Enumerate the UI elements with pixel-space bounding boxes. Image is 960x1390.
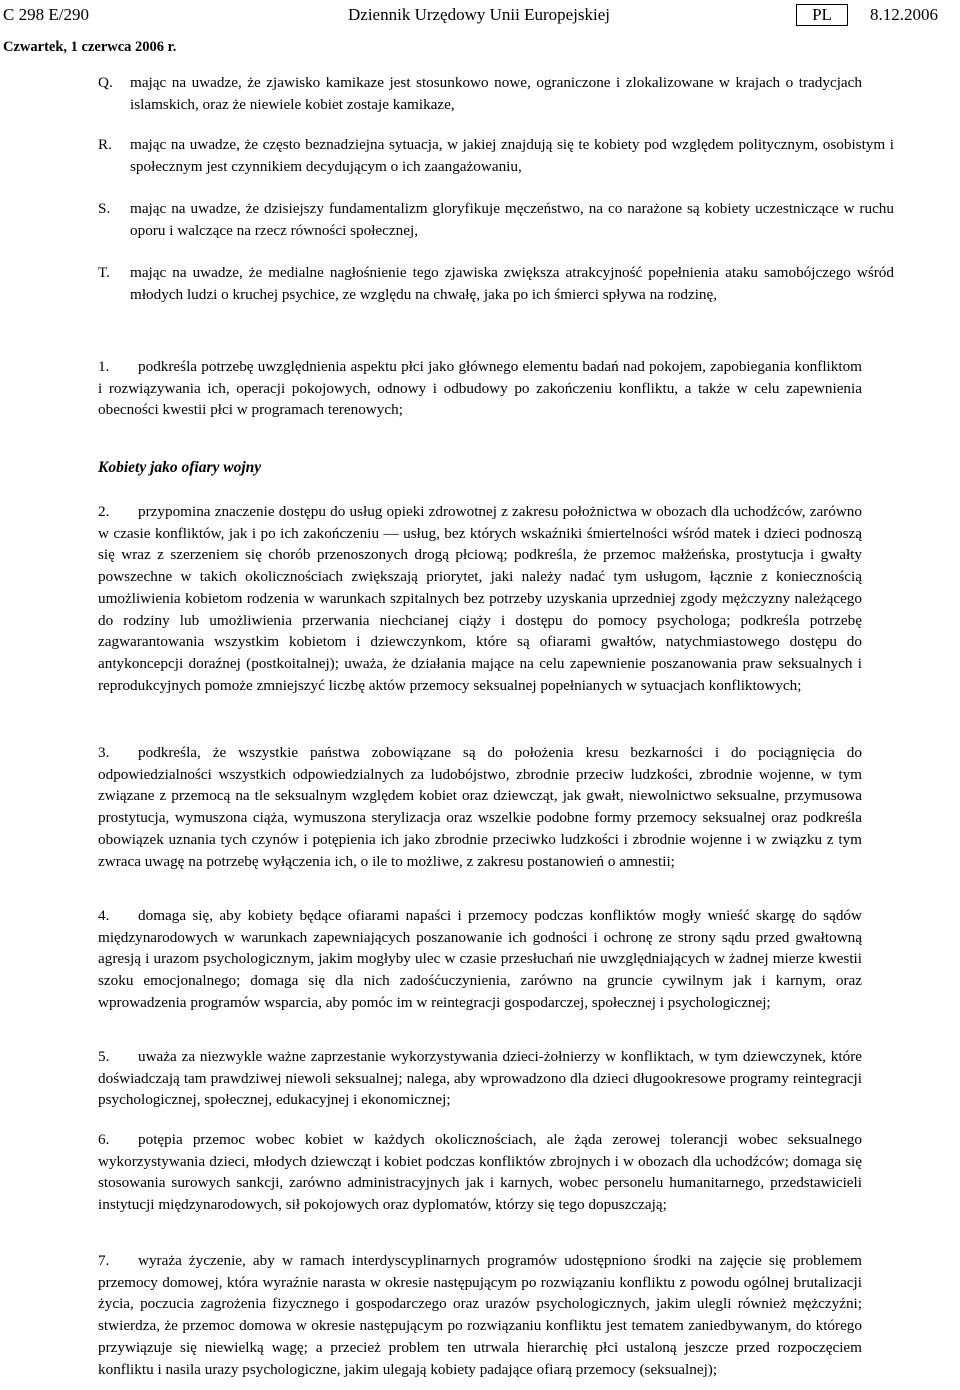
paragraph-6 xyxy=(98,1129,862,1216)
paragraph-text: domaga się, aby kobiety będące ofiarami napaści i przemocy podczas konfliktów mogły wnieść skargę do sądów międzynarodowych w warunkach zapewniających poszanowanie ich godności i ochronę ze strony sądu przed gwałtowną agresją i urazom psychologicznym, jakim mogłyby ulec w czasie przesłuchań nie uwzględniających w żadnej mierze kwestii szoku emocjonalnego; domaga się dla nich zadośćuczynienia, zarówno na gruncie cywilnym jak i karnym, oraz wprowadzenia programów wsparcia, aby pomóc im w reintegracji gospodarczej, społecznej i psychologicznej; xyxy=(98,907,862,1011)
recital-q xyxy=(98,72,862,115)
section-heading: Kobiety jako ofiary wojny xyxy=(98,459,262,476)
paragraph-number: 5. xyxy=(98,1048,110,1065)
paragraph-number: 3. xyxy=(98,744,110,761)
recital-letter: R. xyxy=(98,136,112,153)
publication-date: 8.12.2006 xyxy=(870,5,938,24)
paragraph-2 xyxy=(98,501,862,696)
paragraph-3 xyxy=(98,742,862,872)
recital-text: mając na uwadze, że dzisiejszy fundamentalizm gloryfikuje męczeństwo, na co narażone są kobiety uczestniczące w ruchu oporu i walczące na rzecz równości społecznej, xyxy=(130,200,894,239)
paragraph-text: uważa za niezwykle ważne zaprzestanie wykorzystywania dzieci-żołnierzy w konfliktach, w tym dziewczynek, które doświadczają tam prawdziwej niewoli seksualnej; nalega, aby wprowadzono dla dzieci długookresowe programy reintegracji psychologicznej, społecznej, edukacyjnej i ekonomicznej; xyxy=(98,1048,862,1109)
sitting-date: Czwartek, 1 czerwca 2006 r. xyxy=(3,39,177,55)
paragraph-text: wyraża życzenie, aby w ramach interdyscyplinarnych programów udostępniono środki na zajęcie się problemem przemocy domowej, która wyraźnie narasta w okresie następującym po rozwiązaniu konfliktu z powodu ogólnej brutalizacji życia, poczucia zagrożenia fizycznego i gospodarczego oraz urazów psychologicznych, jakim ulegli również mężczyźni; stwierdza, że przemoc domowa w okresie następującym po rozwiązaniu konfliktu jest tematem zaniedbywanym, do którego przywiązuje się niewielką wagę; a przecież problem ten utrwala hierarchię płci ustaloną jeszcze przed rozpoczęciem konfliktu i nasila urazy psychologiczne, jakim ulegają kobiety padające ofiarą przemocy (seksualnej); xyxy=(98,1252,862,1378)
recital-r xyxy=(98,134,894,177)
recitals-list xyxy=(98,72,894,303)
recital-t xyxy=(98,262,894,305)
recital-text: mając na uwadze, że medialne nagłośnienie tego zjawiska zwiększa atrakcyjność popełnienia ataku samobójczego wśród młodych ludzi o kruchej psychice, ze względu na chwałę, jaka po ich śmierci spływa na rodzinę, xyxy=(130,264,894,303)
paragraph-number: 4. xyxy=(98,907,110,924)
recital-s xyxy=(98,198,894,241)
paragraph-number: 7. xyxy=(98,1252,110,1269)
paragraph-number: 2. xyxy=(98,503,110,520)
paragraph-text: podkreśla potrzebę uwzględnienia aspektu płci jako głównego elementu badań nad pokojem, zapobiegania konfliktom i rozwiązywania ich, operacji pokojowych, odnowy i odbudowy po zakończeniu konfliktu, a także w celu zapewnienia obecności kwestii płci w programach terenowych; xyxy=(98,358,862,419)
journal-title: Dziennik Urzędowy Unii Europejskiej xyxy=(348,5,611,24)
recital-text: mając na uwadze, że często beznadziejna sytuacja, w jakiej znajdują się te kobiety pod względem politycznym, osobistym i społecznym jest czynnikiem decydującym o ich zaangażowaniu, xyxy=(130,136,894,175)
recital-letter: S. xyxy=(98,200,111,217)
paragraph-1 xyxy=(98,356,862,421)
recital-letter: T. xyxy=(98,264,110,281)
paragraph-number: 1. xyxy=(98,358,110,375)
paragraph-text: przypomina znaczenie dostępu do usług opieki zdrowotnej z zakresu położnictwa w obozach dla uchodźców, zarówno w czasie konfliktów, jak i po ich zakończeniu — usług, bez których wskaźniki śmiertelności wśród matek i dzieci podnoszą się wraz z szerzeniem się chorób przenoszonych drogą płciową; podkreśla, że przemoc małżeńska, prostytucja i gwałty powszechne w takich okolicznościach zwiększają priorytet, jaki należy nadać tym usługom, łącznie z koniecznością umożliwienia kobietom rodzenia w warunkach szpitalnych bez potrzeby uzyskania uprzedniej zgody mężczyzny należącego do rodziny lub umożliwienia przerwania niechcianej ciąży i dostępu do pomocy psychologa; podkreśla potrzebę zagwarantowania wszystkim kobietom i dziewczynkom, które są ofiarami gwałtów, natychmiastowego dostępu do antykoncepcji doraźnej (postkoitalnej); uważa, że działania mające na celu zapewnienie poszanowania praw seksualnych i reprodukcyjnych pomoże zmniejszyć liczbę aktów przemocy seksualnej popełnianych w sytuacjach konfliktowych; xyxy=(98,503,862,694)
language-code-box: PL xyxy=(796,4,848,26)
paragraph-7 xyxy=(98,1250,862,1380)
recital-letter: Q. xyxy=(98,74,113,91)
paragraph-number: 6. xyxy=(98,1131,110,1148)
page-header xyxy=(0,4,960,26)
paragraph-5 xyxy=(98,1046,862,1111)
recital-text: mając na uwadze, że zjawisko kamikaze jest stosunkowo nowe, ograniczone i zlokalizowane w krajach o tradycjach islamskich, oraz że niewiele kobiet zostaje kamikaze, xyxy=(130,74,862,113)
paragraph-text: podkreśla, że wszystkie państwa zobowiązane są do położenia kresu bezkarności i do pociągnięcia do odpowiedzialności wszystkich odpowiedzialnych za ludobójstwo, zbrodnie przeciw ludzkości, zbrodnie wojenne, w tym związane z przemocą na tle seksualnym względem kobiet oraz dziewcząt, jak gwałt, niewolnictwo seksualne, przymusowa prostytucja, wymuszona ciąża, wymuszona sterylizacja oraz wszelkie podobne formy przemocy seksualnej oraz podkreśla obowiązek uznania tych czynów i potępienia ich jako zbrodnie przeciwko ludzkości i zbrodnie wojenne i w związku z tym zwraca uwagę na potrzebę wyłączenia ich, o ile to możliwe, z zakresu postanowień o amnestii; xyxy=(98,744,862,870)
paragraph-4 xyxy=(98,905,862,1014)
paragraph-text: potępia przemoc wobec kobiet w każdych okolicznościach, ale żąda zerowej tolerancji wobec seksualnego wykorzystywania dzieci, młodych dziewcząt i kobiet podczas konfliktów zbrojnych i w obozach dla uchodźców; domaga się stosowania surowych sankcji, zarówno administracyjnych jak i karnych, wobec personelu humanitarnego, przedstawicieli instytucji międzynarodowych, sił pokojowych oraz dyplomatów, którzy się tego dopuszczają; xyxy=(98,1131,862,1214)
page-reference: C 298 E/290 xyxy=(3,5,89,24)
